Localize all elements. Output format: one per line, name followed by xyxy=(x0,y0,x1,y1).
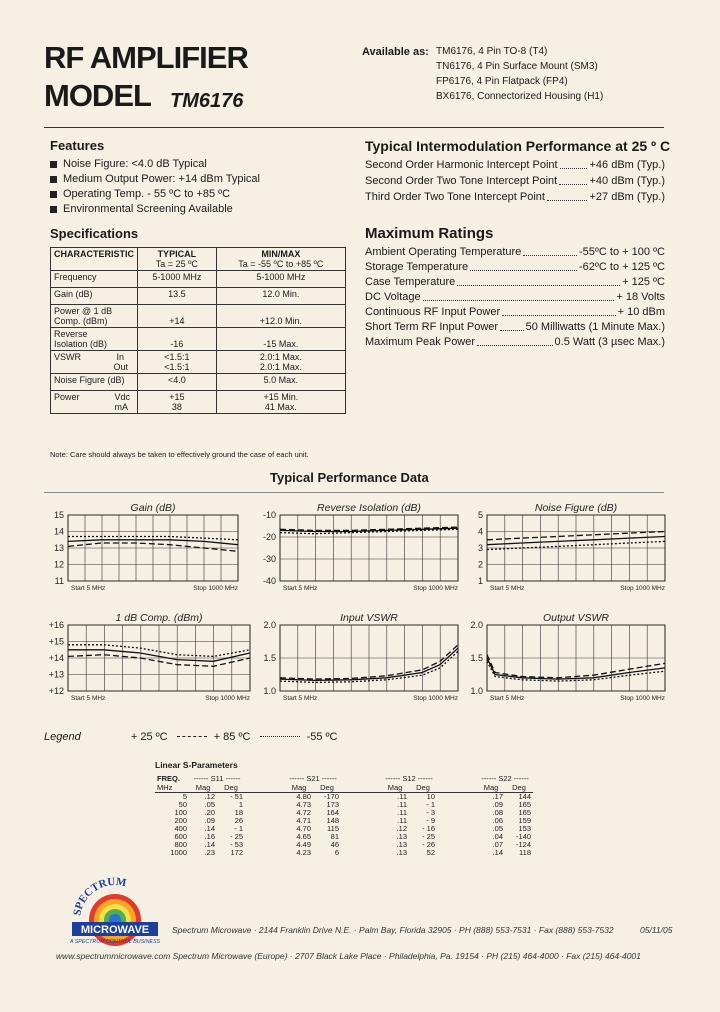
chart-title: Output VSWR xyxy=(543,612,609,624)
table-row: 600 .16 - 25 4.65 81 .13 - 25 .04 -140 xyxy=(174,832,531,841)
sparam-table xyxy=(155,760,533,857)
chart-frame xyxy=(68,625,250,691)
y-tick-label: 14 xyxy=(53,526,64,537)
y-tick-label: 2.0 xyxy=(470,620,483,630)
x-stop-label: Stop 1000 MHz xyxy=(193,585,238,592)
table-row: VSWR In Out <1.5:1 <1.5:1 2.0:1 Max. 2.0:1 Max. xyxy=(51,351,346,374)
x-stop-label: Stop 1000 MHz xyxy=(413,585,458,592)
ratings-title: Maximum Ratings xyxy=(365,225,494,242)
sparam-group: ------ S22 ------ xyxy=(481,774,529,783)
legend-item: -55 ºC xyxy=(306,731,338,743)
y-tick-label: 4 xyxy=(477,526,483,537)
legend-swatch-dot xyxy=(260,736,300,737)
sparam-group-row xyxy=(155,774,533,784)
y-tick-label: 1.5 xyxy=(470,653,483,663)
y-tick-label: 15 xyxy=(53,510,64,520)
rating-row: DC Voltage + 18 Volts xyxy=(365,291,665,303)
y-tick-label: 1.0 xyxy=(470,686,483,696)
available-item: TN6176, 4 Pin Surface Mount (SM3) xyxy=(436,61,598,72)
performance-title: Typical Performance Data xyxy=(270,470,429,485)
y-tick-label: 3 xyxy=(477,543,483,553)
series-line xyxy=(68,650,250,662)
series-line xyxy=(487,655,665,678)
table-row: Gain (dB) 13.5 12.0 Min. xyxy=(51,288,346,305)
imd-row: Third Order Two Tone Intercept Point +27 dBm (Typ.) xyxy=(365,191,665,203)
series-line xyxy=(68,540,238,545)
y-tick-label: 5 xyxy=(477,510,483,520)
y-tick-label: -10 xyxy=(262,510,276,520)
specs-note: Note: Care should always be taken to effectively ground the case of each unit. xyxy=(50,450,309,459)
table-row: Frequency 5-1000 MHz 5-1000 MHz xyxy=(51,271,346,288)
series-line xyxy=(280,528,458,531)
y-tick-label: -40 xyxy=(262,576,276,586)
chart-title: 1 dB Comp. (dBm) xyxy=(115,612,203,624)
x-stop-label: Stop 1000 MHz xyxy=(413,695,458,702)
sparam-group: ------ S12 ------ xyxy=(385,774,433,783)
table-row: 100 .20 18 4.72 164 .11 - 3 .08 165 xyxy=(174,808,531,817)
legend xyxy=(44,731,337,743)
y-tick-label: -30 xyxy=(262,554,276,564)
series-line xyxy=(68,537,238,540)
series-line xyxy=(68,543,238,551)
y-tick-label: 2.0 xyxy=(263,620,276,630)
title-line2: MODEL xyxy=(44,78,151,113)
performance-divider xyxy=(44,492,664,493)
feature-item: Noise Figure: <4.0 dB Typical xyxy=(50,157,260,172)
series-line xyxy=(68,655,250,667)
table-row: 400 .14 - 1 4.70 115 .12 - 16 .05 153 xyxy=(174,824,531,833)
y-tick-label: 12 xyxy=(53,559,64,570)
sparam-title: Linear S-Parameters xyxy=(155,760,238,770)
table-row: Noise Figure (dB) <4.0 5.0 Max. xyxy=(51,374,346,391)
x-stop-label: Stop 1000 MHz xyxy=(620,585,665,592)
series-line xyxy=(280,527,458,530)
logo-sub-text: A SPECTRUM CONTROL BUSINESS xyxy=(70,939,160,945)
series-line xyxy=(68,645,250,657)
features-title: Features xyxy=(50,138,105,153)
feature-item: Environmental Screening Available xyxy=(50,202,260,217)
ratings-list xyxy=(365,245,665,350)
rating-row: Continuous RF Input Power + 10 dBm xyxy=(365,306,665,318)
series-line xyxy=(280,651,458,682)
sparam-group: ------ S11 ------ xyxy=(193,774,241,783)
available-item: TM6176, 4 Pin TO-8 (T4) xyxy=(436,46,548,57)
sparam-group: ------ S21 ------ xyxy=(289,774,337,783)
series-line xyxy=(280,645,458,679)
chart-title: Gain (dB) xyxy=(130,502,176,514)
y-tick-label: +13 xyxy=(48,669,64,680)
legend-swatch-dash xyxy=(177,736,207,737)
chart-title: Noise Figure (dB) xyxy=(534,502,618,514)
legend-item: + 85 ºC xyxy=(213,731,251,743)
y-tick-label: +12 xyxy=(48,686,64,696)
series-line xyxy=(280,529,458,533)
sparam-sub-row: MHz Mag Deg Mag Deg Mag Deg Mag Deg xyxy=(155,784,533,793)
table-row: 50 .05 1 4.73 173 .11 - 1 .09 165 xyxy=(178,800,531,809)
feature-item: Operating Temp. - 55 ºC to +85 ºC xyxy=(50,187,260,202)
y-tick-label: 1 xyxy=(477,576,483,586)
x-start-label: Start 5 MHz xyxy=(283,585,318,592)
features-list xyxy=(50,157,260,217)
y-tick-label: 1.5 xyxy=(263,653,276,663)
imd-row: Second Order Harmonic Intercept Point +46 dBm (Typ.) xyxy=(365,159,665,171)
y-tick-label: 13 xyxy=(53,543,64,553)
legend-item: + 25 ºC xyxy=(130,731,168,743)
y-tick-label: 11 xyxy=(54,576,64,586)
imd-row: Second Order Two Tone Intercept Point +40 dBm (Typ.) xyxy=(365,175,665,187)
x-stop-label: Stop 1000 MHz xyxy=(620,695,665,702)
spectrum-microwave-logo xyxy=(70,870,160,946)
logo-arc-text: SPECTRUM xyxy=(71,875,128,917)
specs-title: Specifications xyxy=(50,226,139,241)
imd-list xyxy=(365,157,665,205)
available-item: BX6176, Connectorized Housing (H1) xyxy=(436,91,604,102)
table-row: Power @ 1 dB Comp. (dBm) +14 +12.0 Min. xyxy=(51,305,346,328)
x-start-label: Start 5 MHz xyxy=(490,585,525,592)
x-start-label: Start 5 MHz xyxy=(71,585,106,592)
y-tick-label: -20 xyxy=(262,532,276,542)
series-line xyxy=(487,541,665,549)
spec-head-typ: TYPICAL Ta = 25 ºC xyxy=(138,248,217,271)
spec-head-char: CHARACTERISTIC xyxy=(51,248,138,271)
logo-main-text: MICROWAVE xyxy=(80,924,150,936)
table-row: 800 .14 - 53 4.49 46 .13 - 26 .07 -124 xyxy=(174,840,531,849)
sparam-freq-unit: MHz xyxy=(157,783,173,792)
spec-head-minmax: MIN/MAX Ta = -55 ºC to +85 ºC xyxy=(216,248,345,271)
series-line xyxy=(487,661,665,681)
specs-table xyxy=(50,247,346,414)
chart-frame xyxy=(68,515,238,581)
chart-title: Input VSWR xyxy=(340,612,398,624)
series-line xyxy=(487,537,665,545)
rating-row: Maximum Peak Power 0.5 Watt (3 µsec Max.) xyxy=(365,336,665,348)
series-line xyxy=(487,532,665,540)
rating-row: Short Term RF Input Power 50 Milliwatts (1 Minute Max.) xyxy=(365,321,665,333)
available-item: FP6176, 4 Pin Flatpack (FP4) xyxy=(436,76,568,87)
title-line1: RF AMPLIFIER xyxy=(44,40,248,75)
table-row: Power Vdc mA +15 38 +15 Min. 41 Max. xyxy=(51,391,346,414)
footer-line1: Spectrum Microwave · 2144 Franklin Drive N.E. · Palm Bay, Florida 32905 · PH (888) 553-7531 · Fax (888) 553-7532 xyxy=(172,925,614,935)
y-tick-label: +14 xyxy=(48,653,64,663)
y-tick-label: 1.0 xyxy=(263,686,276,696)
series-line xyxy=(280,648,458,680)
chart-frame xyxy=(487,625,665,691)
available-list xyxy=(436,44,603,104)
x-start-label: Start 5 MHz xyxy=(71,695,106,702)
available-label: Available as: xyxy=(362,46,429,58)
imd-title: Typical Intermodulation Performance at 25 º C xyxy=(365,138,671,154)
footer-line2: www.spectrummicrowave.com Spectrum Microwave (Europe) · 2707 Black Lake Place · Philadelphia, Pa. 19154 · PH (215) 464-4000 · Fax (215) 464-4001 xyxy=(56,951,641,961)
table-row: 200 .09 26 4.71 148 .11 - 9 .06 159 xyxy=(174,816,531,825)
table-row: Reverse Isolation (dB) -16 -15 Max. xyxy=(51,328,346,351)
legend-label: Legend xyxy=(44,731,81,743)
model-number: TM6176 xyxy=(170,90,244,112)
y-tick-label: +16 xyxy=(48,620,64,630)
chart-frame xyxy=(280,515,458,581)
table-row: 5 .12 - 51 4.80 -170 .11 10 .17 144 xyxy=(182,792,531,801)
x-start-label: Start 5 MHz xyxy=(490,695,525,702)
footer-date: 05/11/05 xyxy=(640,925,673,935)
y-tick-label: 2 xyxy=(477,559,483,570)
series-line xyxy=(487,658,665,679)
x-stop-label: Stop 1000 MHz xyxy=(205,695,250,702)
y-tick-label: +15 xyxy=(48,636,64,647)
chart-frame xyxy=(487,515,665,581)
x-start-label: Start 5 MHz xyxy=(283,695,318,702)
rating-row: Ambient Operating Temperature -55ºC to + 100 ºC xyxy=(365,246,665,258)
rating-row: Case Temperature + 125 ºC xyxy=(365,276,665,288)
table-row: 1000 .23 172 4.23 6 .13 52 .14 118 xyxy=(170,848,531,857)
chart-frame xyxy=(280,625,458,691)
sparam-freq-label: FREQ. xyxy=(157,774,180,783)
chart-title: Reverse Isolation (dB) xyxy=(317,502,421,514)
header-divider xyxy=(44,127,664,128)
feature-item: Medium Output Power: +14 dBm Typical xyxy=(50,172,260,187)
rating-row: Storage Temperature -62ºC to + 125 ºC xyxy=(365,261,665,273)
